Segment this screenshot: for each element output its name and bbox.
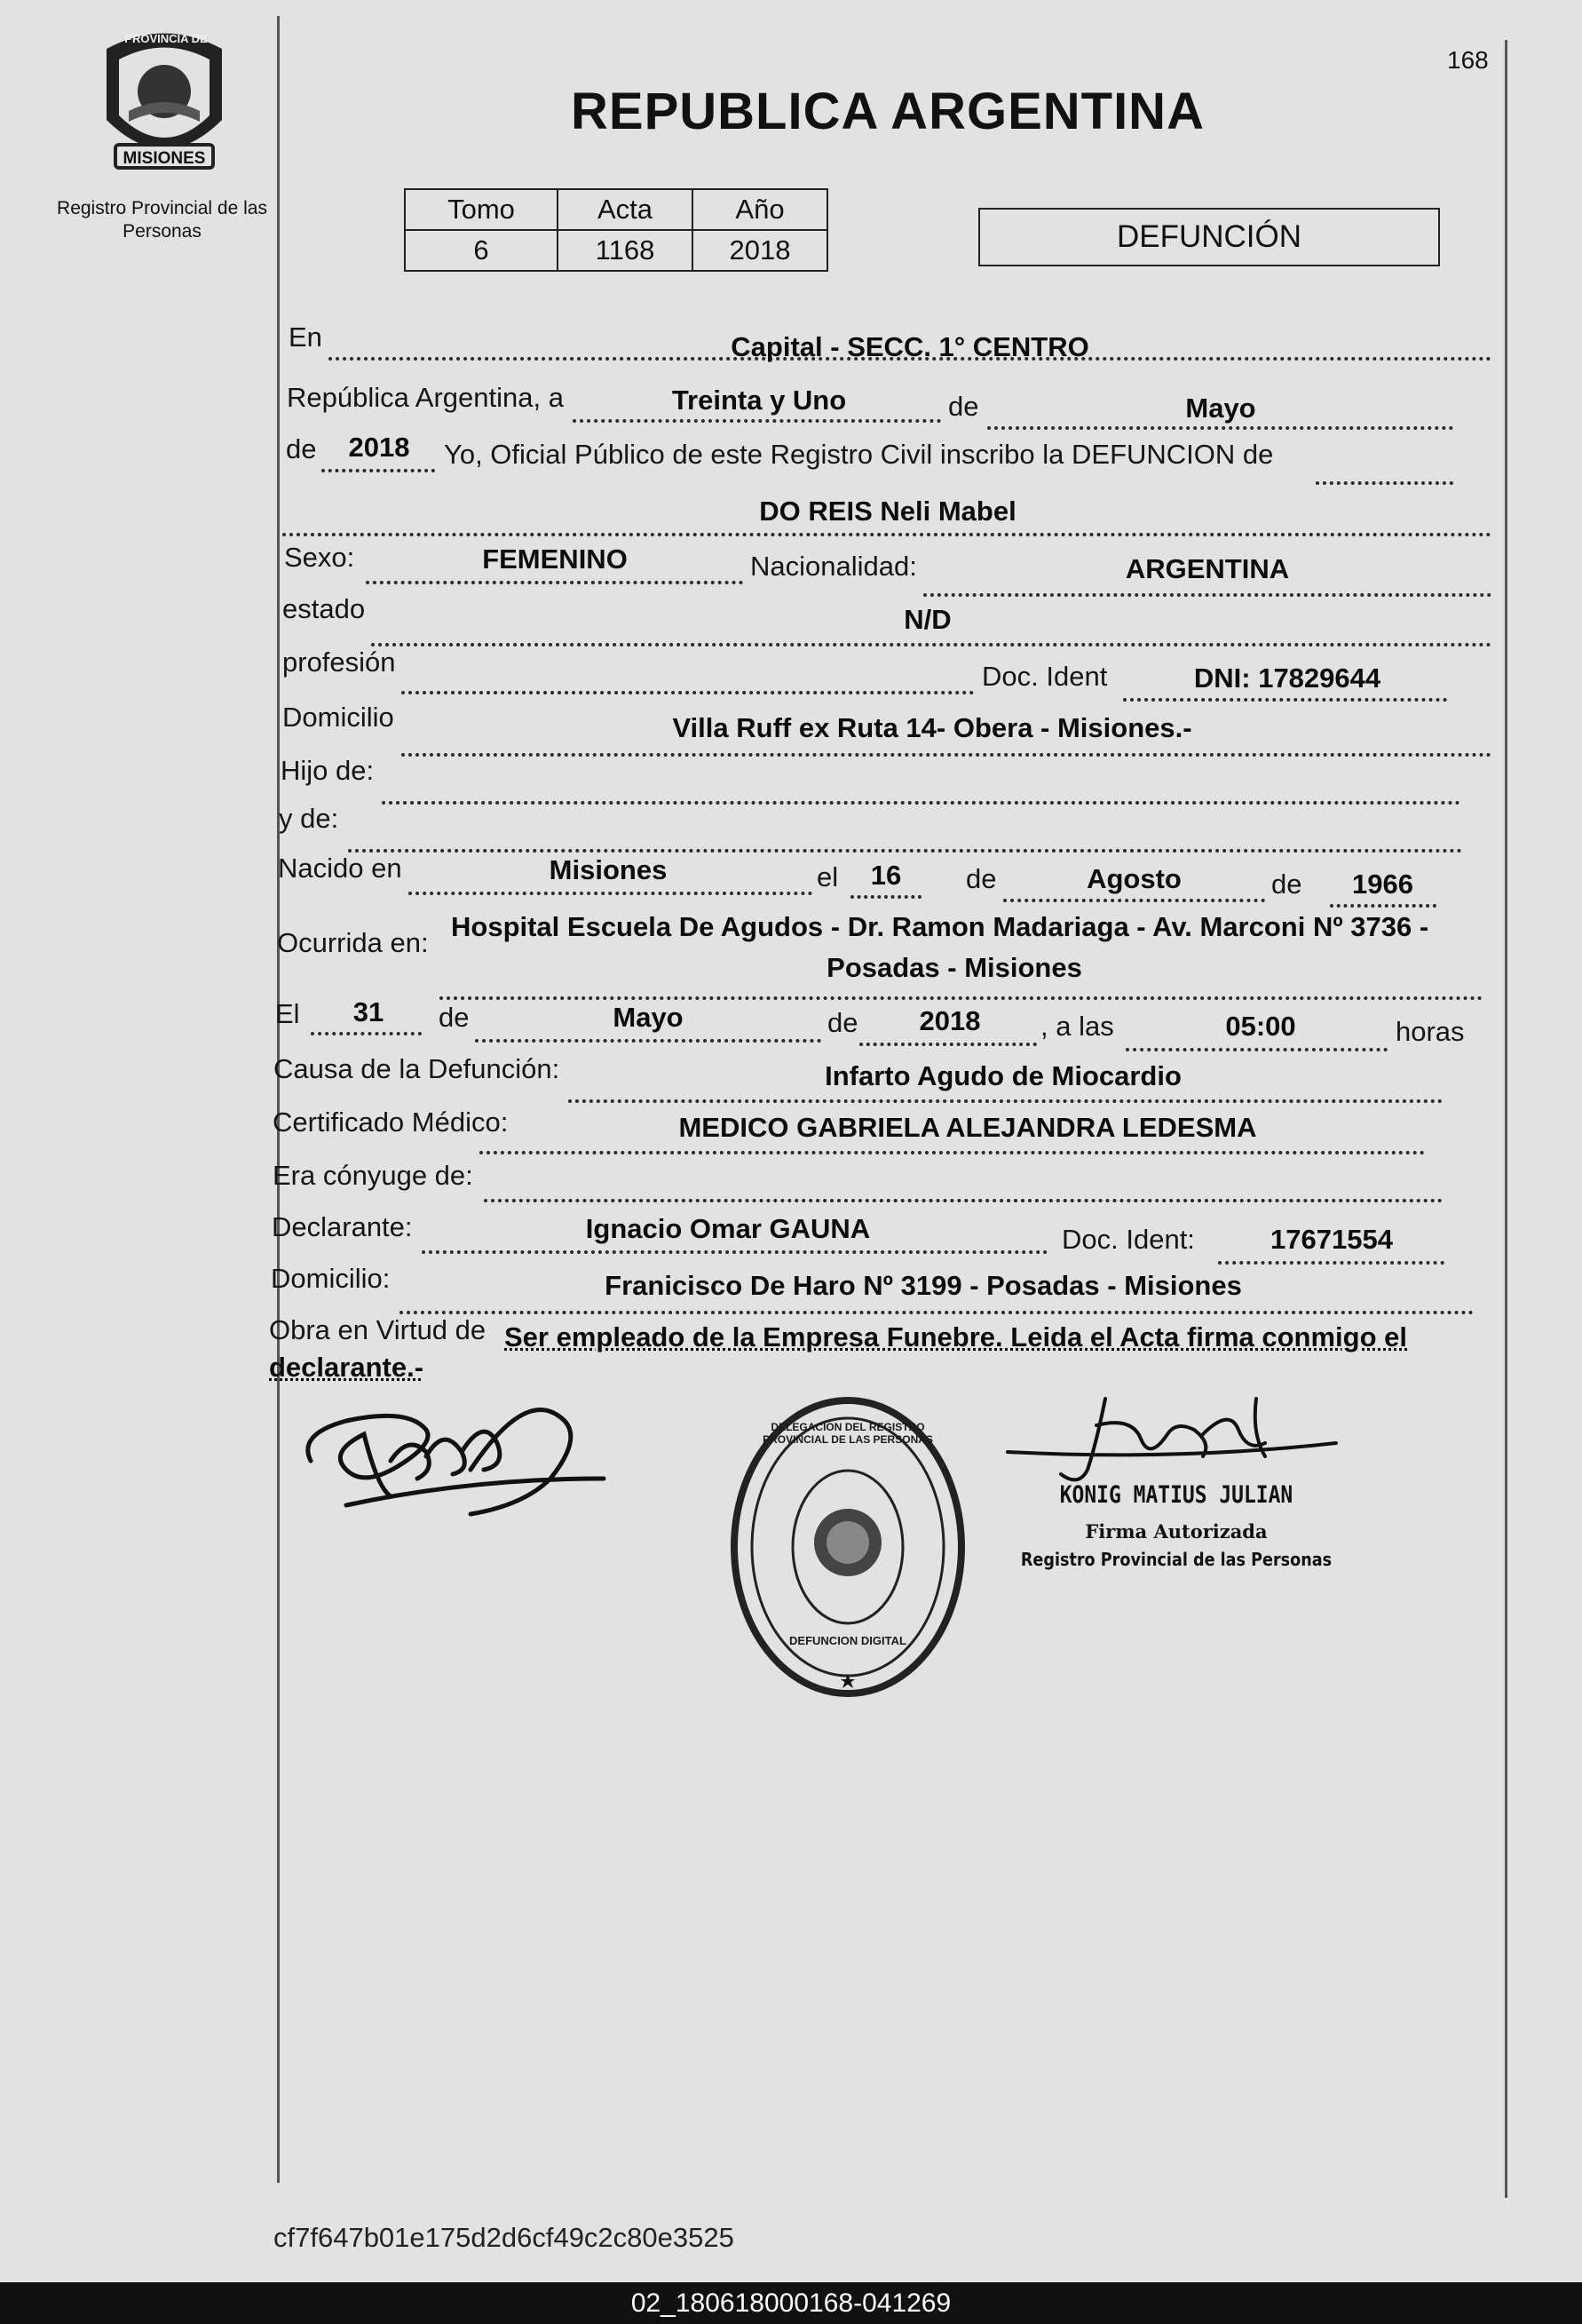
- defuncion-de1-label: de: [439, 1002, 470, 1033]
- fecha-month-value: Mayo: [1185, 393, 1256, 424]
- ref-header-tomo: Tomo: [405, 189, 558, 230]
- y-de-label: y de:: [279, 803, 339, 834]
- doc-ident-value: DNI: 17829644: [1193, 662, 1381, 694]
- certificado-value: MEDICO GABRIELA ALEJANDRA LEDESMA: [678, 1112, 1257, 1143]
- nacido-year-value: 1966: [1352, 869, 1413, 900]
- left-margin-line: [277, 16, 280, 2183]
- nacido-month-line: [1003, 899, 1265, 902]
- defuncion-month-line: [475, 1039, 821, 1043]
- fecha-day-line: [573, 419, 941, 423]
- name-line: [282, 533, 1491, 536]
- page-number: 168: [1447, 46, 1489, 74]
- defuncion-time-line: [1126, 1048, 1388, 1051]
- ocurrida-label: Ocurrida en:: [277, 927, 429, 958]
- seal-outer-text: DELEGACION DEL REGISTRO PROVINCIAL DE LAS PERSONAS: [763, 1421, 933, 1446]
- causa-label: Causa de la Defunción:: [273, 1053, 560, 1084]
- estado-value: N/D: [904, 604, 952, 635]
- defuncion-day-line: [311, 1032, 422, 1035]
- estado-label: estado: [282, 593, 366, 624]
- nacido-day-value: 16: [870, 860, 902, 891]
- certificado-line: [479, 1151, 1425, 1154]
- en-label: En: [289, 321, 322, 353]
- fecha-de-label: de: [948, 391, 979, 422]
- hijo-de-label: Hijo de:: [281, 755, 375, 786]
- footer-id-bar: [0, 2282, 1582, 2324]
- doc-ident-line: [1123, 698, 1447, 702]
- conyuge-line: [484, 1199, 1443, 1202]
- nacido-de2-label: de: [1271, 869, 1302, 900]
- obra-line2: declarante.-: [269, 1352, 424, 1383]
- official-office: Registro Provincial de las Personas: [1020, 1549, 1333, 1570]
- fecha-prefix-label: República Argentina, a: [287, 382, 564, 413]
- defuncion-a-las-label: , a las: [1040, 1011, 1114, 1042]
- ocurrida-line: [439, 996, 1483, 1000]
- declarante-label: Declarante:: [272, 1211, 413, 1242]
- defuncion-year-value: 2018: [919, 1005, 981, 1036]
- official-title: Firma Autorizada: [1085, 1520, 1268, 1543]
- right-margin-line: [1505, 40, 1507, 2198]
- declarante-doc-label: Doc. Ident:: [1062, 1224, 1195, 1255]
- nacido-year-line: [1330, 904, 1436, 908]
- fecha-month-line: [987, 426, 1453, 430]
- inscription-statement: Yo, Oficial Público de este Registro Civil inscribo la DEFUNCION de: [444, 439, 1274, 470]
- official-name: KONIG MATIUS JULIAN: [1059, 1481, 1293, 1509]
- estado-line: [371, 643, 1491, 646]
- ref-value-acta: 1168: [558, 230, 692, 271]
- domicilio-label: Domicilio: [282, 702, 394, 733]
- nacionalidad-label: Nacionalidad:: [750, 551, 917, 582]
- defuncion-time-value: 05:00: [1225, 1011, 1296, 1042]
- seal-inner-text: DEFUNCION DIGITAL: [789, 1634, 906, 1647]
- declarante-line: [422, 1250, 1048, 1254]
- declarante-doc-line: [1218, 1261, 1444, 1265]
- fecha-year-line: [321, 469, 435, 472]
- domicilio-declarante-value: Franicisco De Haro Nº 3199 - Posadas - Misiones: [605, 1270, 1242, 1301]
- page-title: REPUBLICA ARGENTINA: [571, 83, 1205, 140]
- domicilio-value: Villa Ruff ex Ruta 14- Obera - Misiones.-: [672, 712, 1192, 743]
- nacido-month-value: Agosto: [1087, 863, 1182, 894]
- defuncion-el-label: El: [275, 998, 300, 1029]
- document-hash: cf7f647b01e175d2d6cf49c2c80e3525: [273, 2222, 734, 2253]
- nacido-place-line: [408, 892, 812, 895]
- nacido-label: Nacido en: [278, 853, 402, 884]
- ref-header-ano: Año: [692, 189, 827, 230]
- official-signature-icon: [999, 1390, 1345, 1496]
- defuncion-month-value: Mayo: [613, 1002, 684, 1033]
- defuncion-horas-label: horas: [1396, 1016, 1465, 1047]
- defuncion-year-line: [859, 1043, 1037, 1046]
- nacido-place-value: Misiones: [549, 854, 668, 885]
- ref-value-tomo: 6: [405, 230, 558, 271]
- nacido-de1-label: de: [966, 863, 997, 894]
- declarant-signature-icon: [293, 1381, 613, 1541]
- record-type-box: DEFUNCIÓN: [978, 208, 1440, 266]
- conyuge-label: Era cónyuge de:: [273, 1160, 473, 1191]
- declarante-doc-value: 17671554: [1270, 1224, 1393, 1255]
- declarante-value: Ignacio Omar GAUNA: [585, 1213, 871, 1244]
- causa-value: Infarto Agudo de Miocardio: [825, 1060, 1182, 1091]
- fecha-day-value: Treinta y Uno: [671, 385, 847, 416]
- ref-value-ano: 2018: [692, 230, 827, 271]
- profesion-line: [401, 691, 974, 694]
- ocurrida-line1: Hospital Escuela De Agudos - Dr. Ramon Madariaga - Av. Marconi Nº 3736 -: [451, 911, 1429, 942]
- hijo-de-line: [382, 801, 1460, 805]
- nacionalidad-line: [923, 593, 1491, 597]
- statement-end-line: [1316, 481, 1453, 485]
- nacido-day-line: [850, 895, 922, 899]
- ref-header-acta: Acta: [558, 189, 692, 230]
- domicilio-declarante-label: Domicilio:: [271, 1263, 391, 1294]
- certificado-label: Certificado Médico:: [273, 1106, 509, 1138]
- fecha-year-prefix: de: [286, 433, 317, 464]
- y-de-line: [348, 849, 1462, 853]
- sexo-value: FEMENINO: [482, 543, 628, 575]
- causa-line: [568, 1099, 1443, 1103]
- footer-id: 02_180618000168-041269: [630, 2288, 952, 2318]
- defuncion-de2-label: de: [827, 1007, 858, 1038]
- obra-label: Obra en Virtud de: [269, 1314, 486, 1345]
- profesion-label: profesión: [282, 646, 396, 678]
- deceased-name: DO REIS Neli Mabel: [759, 496, 1016, 527]
- reference-table: [404, 188, 828, 272]
- en-value: Capital - SECC. 1° CENTRO: [731, 331, 1089, 362]
- fecha-year-value: 2018: [348, 432, 410, 463]
- defuncion-day-value: 31: [352, 996, 384, 1027]
- nacionalidad-value: ARGENTINA: [1125, 553, 1290, 584]
- domicilio-line: [401, 753, 1491, 757]
- emblem-bottom-text: MISIONES: [123, 149, 206, 168]
- obra-line1: Ser empleado de la Empresa Funebre. Leida el Acta firma conmigo el: [504, 1321, 1408, 1352]
- ocurrida-line2: Posadas - Misiones: [827, 952, 1082, 983]
- doc-ident-label: Doc. Ident: [982, 661, 1108, 692]
- registry-name: Registro Provincial de las Personas: [57, 198, 267, 242]
- domicilio-declarante-line: [399, 1311, 1474, 1314]
- sexo-label: Sexo:: [284, 542, 355, 573]
- emblem-top-text: PROVINCIA DE: [124, 32, 208, 45]
- sexo-line: [366, 581, 743, 584]
- nacido-el-label: el: [817, 861, 839, 892]
